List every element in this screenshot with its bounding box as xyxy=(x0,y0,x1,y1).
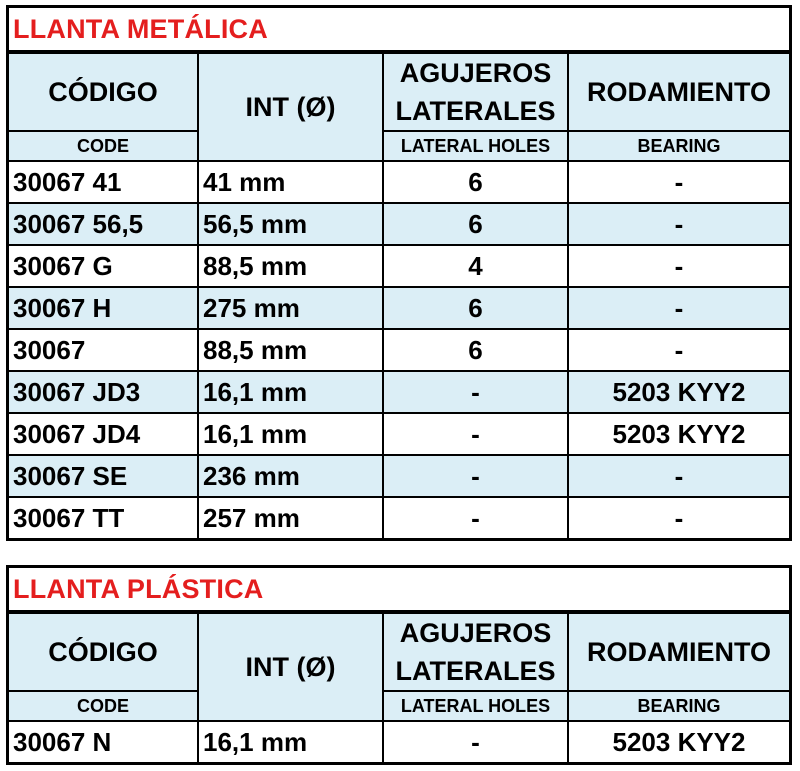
cell-int: 236 mm xyxy=(198,455,383,497)
cell-lateral-holes: 6 xyxy=(383,287,568,329)
cell-bearing: 5203 KYY2 xyxy=(568,721,789,762)
table-row xyxy=(9,721,789,762)
cell-bearing: 5203 KYY2 xyxy=(568,413,789,455)
metal-rim-table xyxy=(6,5,792,541)
header-codigo: CÓDIGO xyxy=(9,613,198,691)
cell-code: 30067 JD3 xyxy=(9,371,198,413)
header-rodamiento: RODAMIENTO xyxy=(568,613,789,691)
cell-lateral-holes: - xyxy=(383,497,568,538)
cell-code: 30067 41 xyxy=(9,161,198,203)
subheader-lateral-holes: LATERAL HOLES xyxy=(383,691,568,721)
cell-code: 30067 N xyxy=(9,721,198,762)
subheader-bearing: BEARING xyxy=(568,131,789,161)
table-row xyxy=(9,245,789,287)
table-row xyxy=(9,413,789,455)
cell-lateral-holes: - xyxy=(383,413,568,455)
cell-lateral-holes: - xyxy=(383,371,568,413)
cell-int: 56,5 mm xyxy=(198,203,383,245)
cell-code: 30067 G xyxy=(9,245,198,287)
cell-lateral-holes: 4 xyxy=(383,245,568,287)
header-agujeros-line2: LATERALES xyxy=(395,656,556,686)
header-agujeros-line2: LATERALES xyxy=(395,96,556,126)
subheader-bearing: BEARING xyxy=(568,691,789,721)
header-agujeros xyxy=(383,53,568,131)
header-codigo: CÓDIGO xyxy=(9,53,198,131)
cell-bearing: - xyxy=(568,455,789,497)
cell-code: 30067 JD4 xyxy=(9,413,198,455)
cell-int: 16,1 mm xyxy=(198,371,383,413)
header-int: INT (Ø) xyxy=(198,53,383,161)
cell-int: 41 mm xyxy=(198,161,383,203)
header-agujeros-line1: AGUJEROS xyxy=(399,58,552,88)
cell-code: 30067 xyxy=(9,329,198,371)
cell-lateral-holes: 6 xyxy=(383,203,568,245)
cell-int: 16,1 mm xyxy=(198,721,383,762)
header-int: INT (Ø) xyxy=(198,613,383,721)
cell-bearing: 5203 KYY2 xyxy=(568,371,789,413)
table-row xyxy=(9,329,789,371)
cell-int: 88,5 mm xyxy=(198,329,383,371)
cell-bearing: - xyxy=(568,497,789,538)
cell-lateral-holes: - xyxy=(383,721,568,762)
cell-int: 88,5 mm xyxy=(198,245,383,287)
header-agujeros xyxy=(383,613,568,691)
cell-code: 30067 H xyxy=(9,287,198,329)
cell-int: 275 mm xyxy=(198,287,383,329)
cell-code: 30067 SE xyxy=(9,455,198,497)
metal-table-title: LLANTA METÁLICA xyxy=(9,8,789,52)
table-row xyxy=(9,161,789,203)
cell-bearing: - xyxy=(568,287,789,329)
subheader-code: CODE xyxy=(9,131,198,161)
table-row xyxy=(9,371,789,413)
cell-lateral-holes: 6 xyxy=(383,329,568,371)
cell-code: 30067 TT xyxy=(9,497,198,538)
header-agujeros-line1: AGUJEROS xyxy=(399,618,552,648)
cell-bearing: - xyxy=(568,245,789,287)
table-row xyxy=(9,497,789,538)
cell-bearing: - xyxy=(568,161,789,203)
plastic-table-grid xyxy=(9,612,789,762)
cell-lateral-holes: - xyxy=(383,455,568,497)
plastic-subheader-row xyxy=(9,691,789,721)
cell-bearing: - xyxy=(568,329,789,371)
metal-header-row xyxy=(9,53,789,131)
cell-code: 30067 56,5 xyxy=(9,203,198,245)
table-row xyxy=(9,203,789,245)
cell-int: 257 mm xyxy=(198,497,383,538)
metal-table-grid xyxy=(9,52,789,538)
table-row xyxy=(9,455,789,497)
subheader-code: CODE xyxy=(9,691,198,721)
cell-lateral-holes: 6 xyxy=(383,161,568,203)
plastic-header-row xyxy=(9,613,789,691)
cell-bearing: - xyxy=(568,203,789,245)
plastic-rim-table xyxy=(6,565,792,765)
header-rodamiento: RODAMIENTO xyxy=(568,53,789,131)
subheader-lateral-holes: LATERAL HOLES xyxy=(383,131,568,161)
table-row xyxy=(9,287,789,329)
metal-subheader-row xyxy=(9,131,789,161)
cell-int: 16,1 mm xyxy=(198,413,383,455)
plastic-table-title: LLANTA PLÁSTICA xyxy=(9,568,789,612)
